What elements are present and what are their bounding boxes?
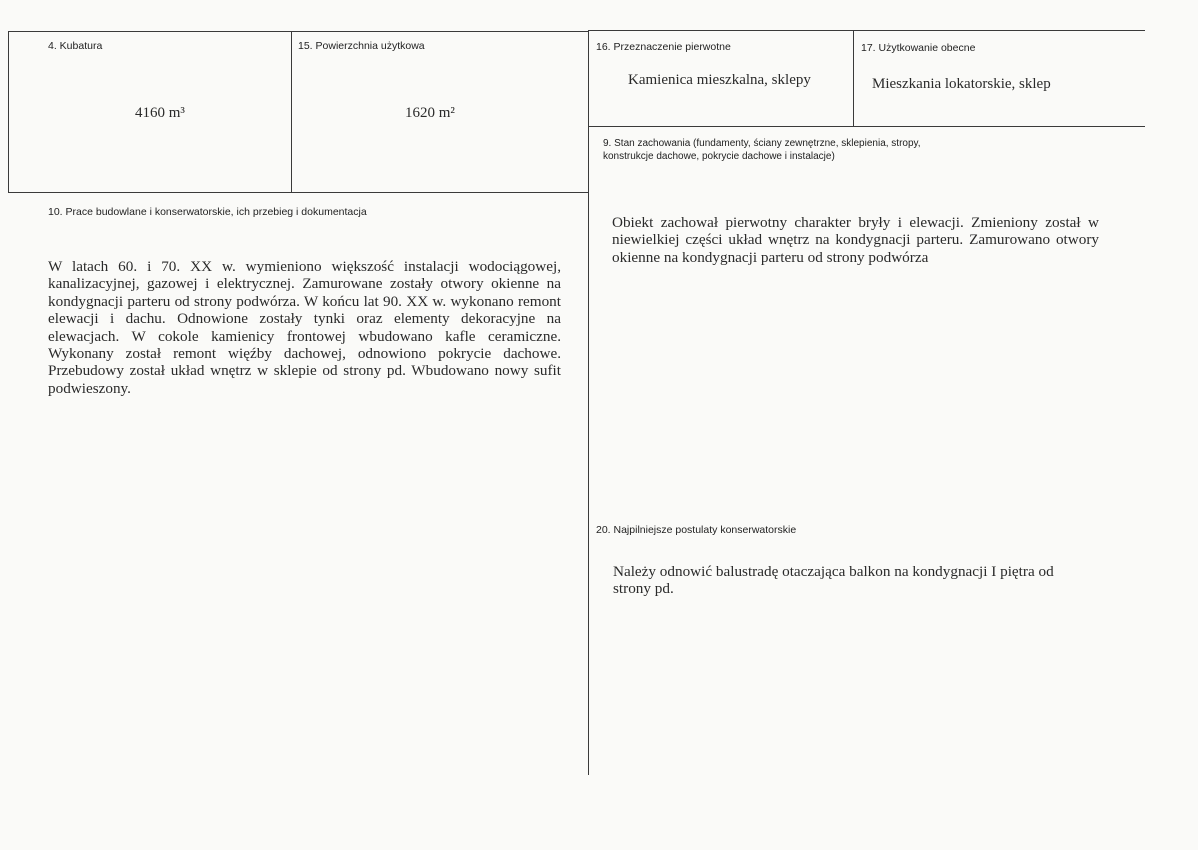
- uzytkowanie-value: Mieszkania lokatorskie, sklep: [872, 76, 1051, 92]
- row-divider-right: [588, 126, 1145, 127]
- uzytkowanie-label: 17. Użytkowanie obecne: [861, 42, 976, 54]
- center-divider: [588, 31, 589, 775]
- divider-4-15: [291, 31, 292, 192]
- top-border-left: [8, 31, 588, 32]
- stan-zachowania-text: Obiekt zachował pierwotny charakter bryły i elewacji. Zmieniony został w niewielkiej części układ wnętrz na kondygnacji parteru. Zamurowano otwory okienne na kondygnacji parteru od strony podwórza: [612, 214, 1099, 266]
- prace-label: 10. Prace budowlane i konserwatorskie, ich przebieg i dokumentacja: [48, 206, 367, 218]
- divider-16-17: [853, 31, 854, 127]
- stan-zachowania-label: 9. Stan zachowania (fundamenty, ściany zewnętrzne, sklepienia, stropy, konstrukcje dachowe, pokrycie dachowe i instalacje): [603, 138, 921, 162]
- przeznaczenie-value: Kamienica mieszkalna, sklepy: [628, 72, 811, 88]
- kubatura-label: 4. Kubatura: [48, 40, 103, 52]
- postulaty-label: 20. Najpilniejsze postulaty konserwatorskie: [596, 524, 797, 536]
- row-divider-left: [8, 192, 588, 193]
- postulaty-text: Należy odnowić balustradę otaczająca balkon na kondygnacji I piętra od strony pd.: [613, 563, 1054, 598]
- prace-text: W latach 60. i 70. XX w. wymieniono większość instalacji wodociągowej, kanalizacyjnej, gazowej i elektrycznej. Zamurowane zostały otwory okienne na kondygnacji parteru od strony podwórza. W końcu lat 90. XX w. wykonano remont elewacji i dachu. Odnowione zostały tynki oraz elementy dekoracyjne na elewacjach. W cokole kamienicy frontowej wbudowano kafle ceramiczne. Wykonany został remont więźby dachowej, odnowiono pokrycie dachowe. Przebudowy został układ wnętrz w sklepie od strony pd. Wbudowano nowy sufit podwieszony.: [48, 258, 561, 397]
- powierzchnia-value: 1620 m²: [405, 105, 455, 121]
- left-border: [8, 31, 9, 192]
- powierzchnia-label: 15. Powierzchnia użytkowa: [298, 40, 425, 52]
- top-border-right: [588, 30, 1145, 31]
- przeznaczenie-label: 16. Przeznaczenie pierwotne: [596, 41, 731, 53]
- kubatura-value: 4160 m³: [135, 105, 185, 121]
